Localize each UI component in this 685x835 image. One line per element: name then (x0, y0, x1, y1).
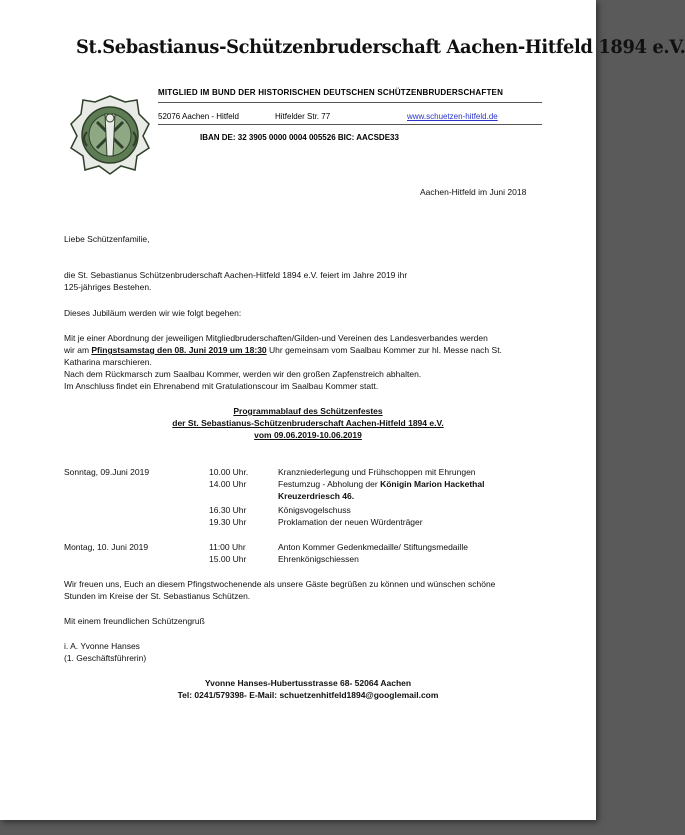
letter-date: Aachen-Hitfeld im Juni 2018 (420, 187, 527, 197)
membership-subtitle: MITGLIED IM BUND DER HISTORISCHEN DEUTSCHEN SCHÜTZENBRUDERSCHAFTEN (158, 88, 504, 97)
march-line-5: Im Anschluss findet ein Ehrenabend mit Gratulationscour im Saalbau Kommer statt. (64, 381, 379, 391)
association-title: St.Sebastianus-Schützenbruderschaft Aachen-Hitfeld 1894 e.V. (76, 36, 685, 58)
queen-address: Kreuzerdriesch 46. (278, 491, 355, 501)
bank-details: IBAN DE: 32 3905 0000 0004 005526 BIC: AACSDE33 (200, 133, 399, 142)
schedule-time: 16.30 Uhr (209, 505, 247, 515)
program-heading-1: Programmablauf des Schützenfestes (233, 406, 383, 416)
signature-name: i. A. Yvonne Hanses (64, 641, 140, 651)
schedule-event: Kranzniederlegung und Frühschoppen mit Ehrungen (278, 467, 476, 477)
header-rule-bottom (158, 124, 542, 125)
march-line-4: Nach dem Rückmarsch zum Saalbau Kommer, werden wir den großen Zapfenstreich abhalten. (64, 369, 422, 379)
closing-line-1: Wir freuen uns, Euch an diesem Pfingstwochenende als unsere Gäste begrüßen zu können und wünschen schöne (64, 579, 496, 589)
closing-line-2: Stunden im Kreise der St. Sebastianus Schützen. (64, 591, 251, 601)
website-link[interactable]: www.schuetzen-hitfeld.de (407, 112, 498, 121)
association-crest-logo (67, 92, 153, 176)
closing-greeting: Mit einem freundlichen Schützengruß (64, 616, 205, 626)
march-line-2: wir am Pfingstsamstag den 08. Juni 2019 um 18:30 Uhr gemeinsam vom Saalbau Kommer zur hl. Messe nach St. (64, 345, 502, 355)
queen-name: Königin Marion Hackethal (380, 479, 485, 489)
schedule-event: Festumzug - Abholung der Königin Marion Hackethal (278, 479, 485, 489)
schedule-day-monday: Montag, 10. Juni 2019 (64, 542, 149, 552)
salutation: Liebe Schützenfamilie, (64, 234, 150, 244)
program-heading-2: der St. Sebastianus-Schützenbruderschaft Aachen-Hitfeld 1894 e.V. (172, 418, 444, 428)
intro-line-2: 125-jähriges Bestehen. (64, 282, 152, 292)
footer-address: Yvonne Hanses-Hubertusstrasse 68- 52064 Aachen (204, 678, 412, 688)
schedule-time: 10.00 Uhr. (209, 467, 249, 477)
march-date-highlight: Pfingstsamstag den 08. Juni 2019 um 18:30 (91, 345, 267, 355)
header-street: Hitfelder Str. 77 (275, 112, 331, 121)
schedule-time: 14.00 Uhr (209, 479, 247, 489)
intro-line-1: die St. Sebastianus Schützenbruderschaft Aachen-Hitfeld 1894 e.V. feiert im Jahre 2019 ihr (64, 270, 408, 280)
footer-contact: Tel: 0241/579398- E-Mail: schuetzenhitfeld1894@googlemail.com (177, 690, 439, 700)
schedule-event: Proklamation der neuen Würdenträger (278, 517, 423, 527)
jubilee-intro: Dieses Jubiläum werden wir wie folgt begehen: (64, 308, 242, 318)
schedule-time: 19.30 Uhr (209, 517, 247, 527)
schedule-time: 15.00 Uhr (209, 554, 247, 564)
signature-role: (1. Geschäftsführerin) (64, 653, 147, 663)
schedule-event: Anton Kommer Gedenkmedaille/ Stiftungsmedaille (278, 542, 468, 552)
schedule-day-sunday: Sonntag, 09.Juni 2019 (64, 467, 150, 477)
header-city: 52076 Aachen - Hitfeld (158, 112, 239, 121)
schedule-event: Ehrenkönigschiessen (278, 554, 359, 564)
schedule-event: Königsvogelschuss (278, 505, 351, 515)
program-heading-3: vom 09.06.2019-10.06.2019 (254, 430, 362, 440)
march-line-3: Katharina marschieren. (64, 357, 152, 367)
march-line-1: Mit je einer Abordnung der jeweiligen Mitgliedbruderschaften/Gilden-und Vereinen des Landesverbandes werden (64, 333, 488, 343)
schedule-time: 11:00 Uhr (209, 542, 246, 552)
header-rule-top (158, 102, 542, 103)
